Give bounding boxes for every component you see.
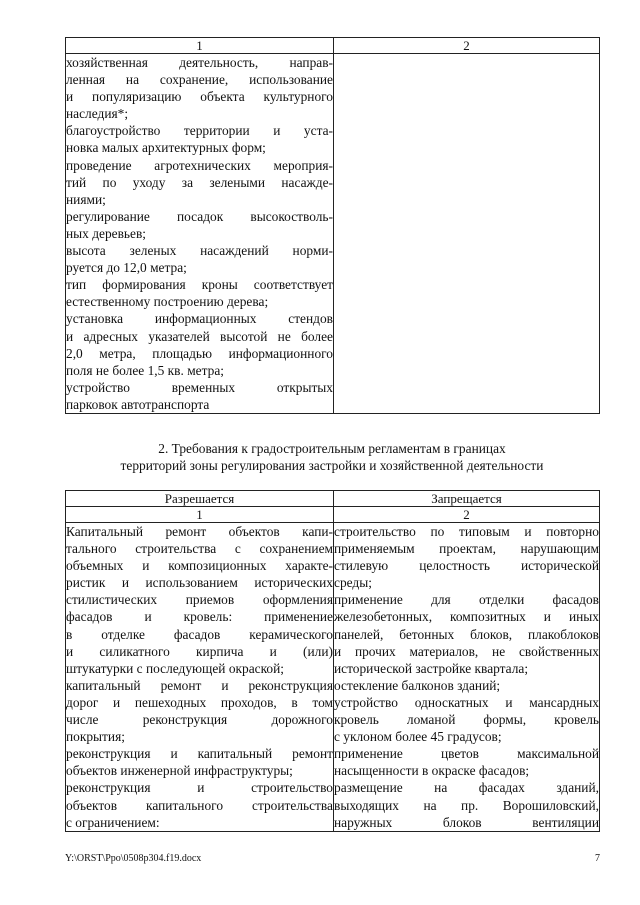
table-column-numbers-row: [66, 507, 600, 523]
column-number-2: 2: [334, 38, 600, 54]
text-line: парковок автотранспорта: [66, 396, 210, 412]
section-heading-line-2: территорий зоны регулирования застройки и хозяйственной деятельности: [120, 458, 544, 473]
column-number-1: 1: [66, 507, 334, 523]
text-line: капитальный ремонт и реконструкция: [66, 677, 333, 693]
text-line: с ограничением:: [66, 814, 160, 830]
text-line: устройство временных открытых: [66, 379, 333, 395]
text-line: объемных и композиционных характе-: [66, 558, 333, 574]
text-line: ниями;: [66, 191, 106, 207]
prohibited-header: Запрещается: [334, 491, 600, 507]
text-line: с уклоном более 45 градусов;: [334, 729, 502, 745]
text-line: поля не более 1,5 кв. метра;: [66, 362, 224, 378]
text-line: штукатурки с последующей окраской;: [66, 660, 285, 676]
text-line: строительство по типовым и повторно: [334, 524, 599, 539]
text-line: высота зеленых насаждений норми-: [66, 243, 333, 259]
allowed-cell: [66, 523, 334, 832]
text-line: числе реконструкция дорожного: [66, 712, 333, 728]
text-line: объектов инженерной инфраструктуры;: [66, 763, 293, 779]
text-line: применение для отделки фасадов: [334, 592, 599, 608]
text-line: ных деревьев;: [66, 225, 147, 241]
text-line: реконструкция и капитальный ремонт: [66, 746, 333, 762]
text-line: тий по уходу за зелеными насажде-: [66, 174, 333, 190]
text-line: и прочих материалов, не свойственных: [334, 643, 599, 659]
column-number-1: 1: [66, 38, 334, 54]
prohibited-cell: [334, 523, 600, 832]
text-line: естественному построению дерева;: [66, 294, 269, 310]
activities-table-continued: [65, 37, 600, 414]
allowed-activities-cell: [66, 54, 334, 414]
text-line: Капитальный ремонт объектов капи-: [66, 524, 333, 539]
text-line: в отделке фасадов керамического: [66, 626, 333, 642]
text-line: новка малых архитектурных форм;: [66, 140, 266, 156]
column-number-2: 2: [334, 507, 600, 523]
section-heading-line-1: 2. Требования к градостроительным регламентам в границах: [158, 441, 506, 456]
text-line: ристик и использованием исторических: [66, 575, 333, 591]
text-line: остекление балконов зданий;: [334, 677, 501, 693]
table-row: [66, 523, 600, 832]
text-line: объектов капитального строительства: [66, 797, 333, 813]
text-line: стилистических приемов оформления: [66, 592, 333, 608]
text-line: применение цветов максимальной: [334, 746, 599, 762]
text-line: применяемым проектам, нарушающим: [334, 541, 599, 557]
text-line: среды;: [334, 575, 372, 591]
text-line: устройство односкатных и мансардных: [334, 694, 599, 710]
text-line: стилевую целостность исторической: [334, 558, 599, 574]
text-line: 2,0 метра, площадью информационного: [66, 345, 333, 361]
text-line: размещение на фасадах зданий,: [334, 780, 599, 796]
text-line: фасадов и кровель: применение: [66, 609, 333, 625]
footer-page-number: 7: [595, 853, 600, 864]
text-line: тип формирования кроны соответствует: [66, 277, 333, 293]
text-line: покрытия;: [66, 729, 125, 745]
text-line: кровель ломаной формы, кровель: [334, 712, 599, 728]
text-line: проведение агротехнических мероприя-: [66, 157, 333, 173]
text-line: благоустройство территории и уста-: [66, 123, 333, 139]
text-line: хозяйственная деятельность, направ-: [66, 55, 333, 70]
text-line: панелей, бетонных блоков, плакоблоков: [334, 626, 599, 642]
text-line: исторической застройке квартала;: [334, 660, 529, 676]
table-header-row: [66, 491, 600, 507]
text-line: тального строительства с сохранением: [66, 541, 333, 557]
text-line: дорог и пешеходных проходов, в том: [66, 694, 333, 710]
footer-file-path: Y:\ORST\Ppo\0508p304.f19.docx: [65, 853, 202, 864]
empty-cell: [334, 54, 600, 414]
text-line: реконструкция и строительство: [66, 780, 333, 796]
table-row: [66, 54, 600, 414]
allowed-header: Разрешается: [66, 491, 334, 507]
table-column-numbers-row: [66, 38, 600, 54]
text-line: наследия*;: [66, 106, 129, 122]
text-line: регулирование посадок высокостволь-: [66, 208, 333, 224]
text-line: и популяризацию объекта культурного: [66, 89, 333, 105]
text-line: установка информационных стендов: [66, 311, 333, 327]
text-line: железобетонных, композитных и иных: [334, 609, 599, 625]
text-line: наружных блоков вентиляции: [334, 814, 599, 830]
text-line: насыщенности в окраске фасадов;: [334, 763, 530, 779]
text-line: ленная на сохранение, использование: [66, 72, 333, 88]
text-line: и силикатного кирпича и (или): [66, 643, 333, 659]
text-line: и адресных указателей высотой не более: [66, 328, 333, 344]
text-line: выходящих на пр. Ворошиловский,: [334, 797, 599, 813]
zoning-requirements-table: [65, 490, 600, 832]
text-line: руется до 12,0 метра;: [66, 260, 187, 276]
